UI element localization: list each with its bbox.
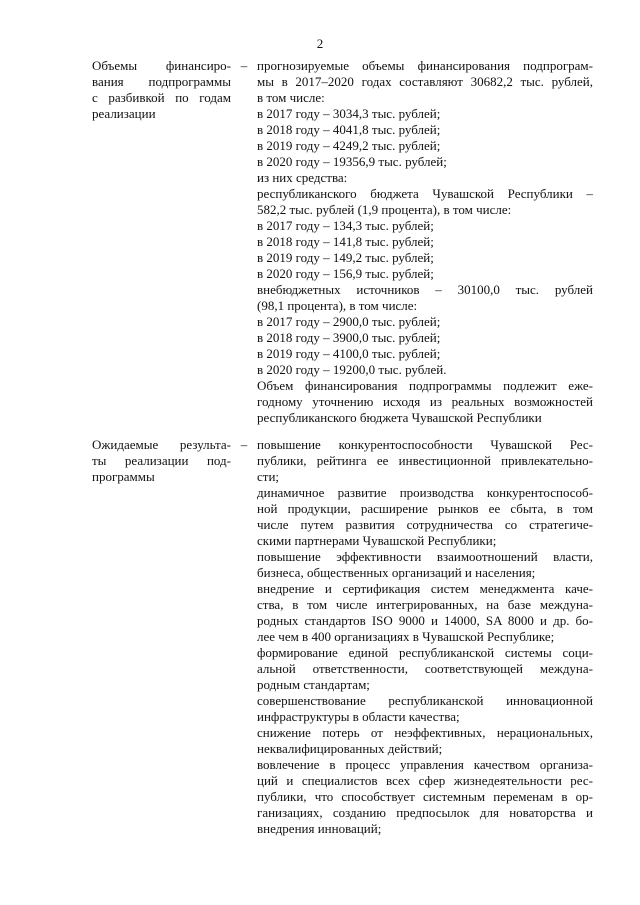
content-line: формирование единой республиканской системы соци- bbox=[257, 645, 593, 660]
content-line: ства, в том числе интегрированных, на базе междуна- bbox=[257, 597, 593, 612]
content-line: внедрение и сертификация систем менеджмента каче- bbox=[257, 581, 593, 596]
section-label bbox=[92, 437, 231, 485]
content-line: прогнозируемые объемы финансирования подпрограм- bbox=[257, 58, 593, 73]
content-line: годному уточнению исходя из реальных возможностей bbox=[257, 394, 593, 409]
content-line: сти; bbox=[257, 469, 280, 484]
label-line: вания подпрограммы bbox=[92, 74, 231, 89]
content-line: республиканского бюджета Чувашской Республики bbox=[257, 410, 542, 425]
content-line: (98,1 процента), в том числе: bbox=[257, 298, 418, 313]
content-line: неквалифицированных действий; bbox=[257, 741, 443, 756]
label-line: реализации bbox=[92, 106, 156, 121]
content-line: из них средства: bbox=[257, 170, 348, 185]
content-line: совершенствование республиканской инновационной bbox=[257, 693, 593, 708]
section-content bbox=[257, 58, 593, 426]
label-line: Объемы финансиро- bbox=[92, 58, 231, 73]
label-line: Ожидаемые результа- bbox=[92, 437, 231, 452]
content-line: в 2020 году – 19356,9 тыс. рублей; bbox=[257, 154, 447, 169]
content-line: повышение конкурентоспособности Чувашской Рес- bbox=[257, 437, 593, 452]
content-line: в 2018 году – 141,8 тыс. рублей; bbox=[257, 234, 434, 249]
content-line: инфраструктуры в области качества; bbox=[257, 709, 460, 724]
label-line: ты реализации под- bbox=[92, 453, 231, 468]
content-line: вовлечение в процесс управления качеством организа- bbox=[257, 757, 593, 772]
content-line: республиканского бюджета Чувашской Республики – bbox=[257, 186, 593, 201]
content-line: в 2017 году – 134,3 тыс. рублей; bbox=[257, 218, 434, 233]
content-line: скими партнерами Чувашской Республики; bbox=[257, 533, 497, 548]
content-line: Объем финансирования подпрограммы подлежит еже- bbox=[257, 378, 593, 393]
dash-separator: – bbox=[240, 58, 248, 73]
content-line: в 2019 году – 149,2 тыс. рублей; bbox=[257, 250, 434, 265]
content-line: в 2018 году – 3900,0 тыс. рублей; bbox=[257, 330, 441, 345]
content-line: 582,2 тыс. рублей (1,9 процента), в том числе: bbox=[257, 202, 512, 217]
content-line: в 2019 году – 4249,2 тыс. рублей; bbox=[257, 138, 441, 153]
label-line: с разбивкой по годам bbox=[92, 90, 231, 105]
content-line: родных стандартов ISO 9000 и 14000, SA 8000 и др. бо- bbox=[257, 613, 593, 628]
content-line: внебюджетных источников – 30100,0 тыс. рублей bbox=[257, 282, 593, 297]
section-content bbox=[257, 437, 593, 837]
content-line: ганизациях, созданию предпосылок для новаторства и bbox=[257, 805, 593, 820]
content-line: динамичное развитие производства конкурентоспособ- bbox=[257, 485, 593, 500]
content-line: в том числе: bbox=[257, 90, 325, 105]
content-line: ной продукции, расширение рынков ее сбыта, в том bbox=[257, 501, 593, 516]
content-line: публики, рейтинга ее инвестиционной привлекательно- bbox=[257, 453, 593, 468]
content-line: в 2018 году – 4041,8 тыс. рублей; bbox=[257, 122, 441, 137]
content-line: ций и специалистов всех сфер жизнедеятельности рес- bbox=[257, 773, 593, 788]
label-line: программы bbox=[92, 469, 155, 484]
page-number: 2 bbox=[316, 36, 324, 51]
content-line: в 2020 году – 156,9 тыс. рублей; bbox=[257, 266, 434, 281]
section-label bbox=[92, 58, 231, 122]
dash-separator: – bbox=[240, 437, 248, 452]
content-line: в 2017 году – 3034,3 тыс. рублей; bbox=[257, 106, 441, 121]
content-line: числе путем развития сотрудничества со стратегиче- bbox=[257, 517, 593, 532]
content-line: публики, что способствует системным переменам в ор- bbox=[257, 789, 593, 804]
content-line: в 2019 году – 4100,0 тыс. рублей; bbox=[257, 346, 441, 361]
content-line: снижение потерь от неэффективных, нерациональных, bbox=[257, 725, 593, 740]
content-line: в 2020 году – 19200,0 тыс. рублей. bbox=[257, 362, 447, 377]
content-line: внедрения инноваций; bbox=[257, 821, 382, 836]
content-line: повышение эффективности взаимоотношений власти, bbox=[257, 549, 593, 564]
content-line: альной ответственности, соответствующей междуна- bbox=[257, 661, 593, 676]
content-line: лее чем в 400 организациях в Чувашской Республике; bbox=[257, 629, 555, 644]
content-line: в 2017 году – 2900,0 тыс. рублей; bbox=[257, 314, 441, 329]
content-line: мы в 2017–2020 годах составляют 30682,2 тыс. рублей, bbox=[257, 74, 593, 89]
content-line: бизнеса, общественных организаций и населения; bbox=[257, 565, 536, 580]
content-line: родным стандартам; bbox=[257, 677, 370, 692]
